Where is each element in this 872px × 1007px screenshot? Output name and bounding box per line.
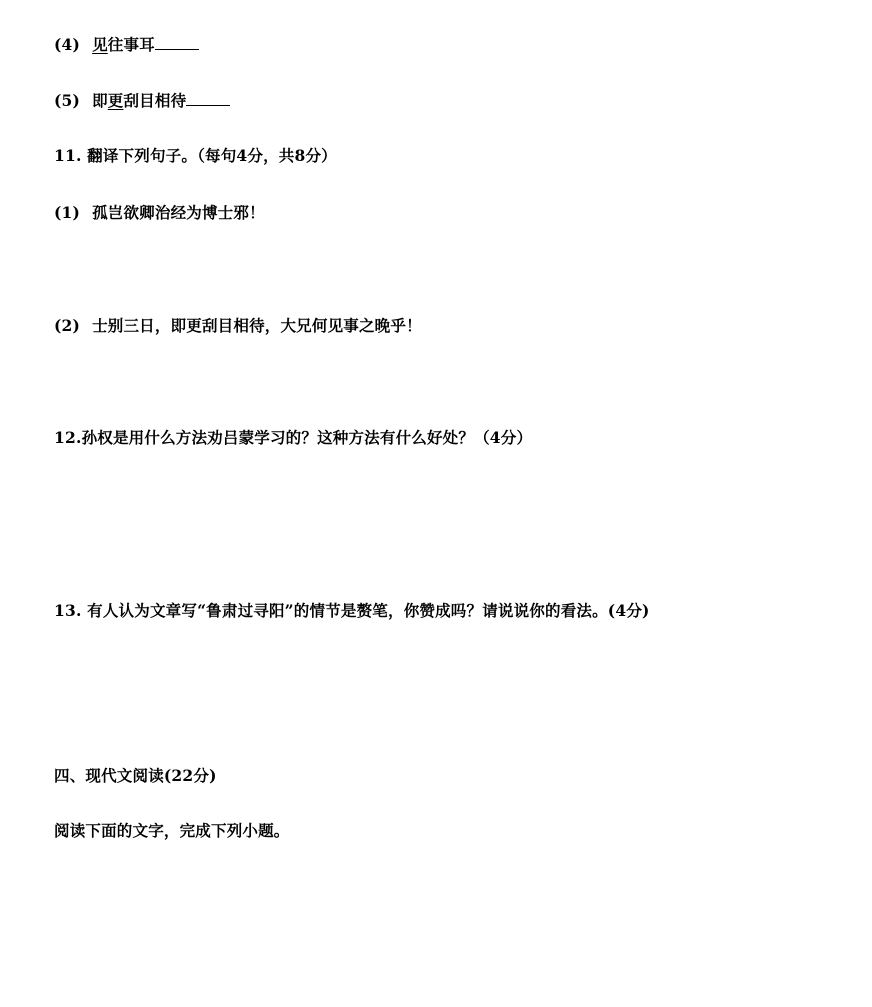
question-5-line [54, 91, 230, 111]
question-11-1-number: (1) [54, 203, 81, 222]
question-11-2-line [54, 316, 422, 336]
question-5-blank[interactable] [186, 91, 230, 106]
question-4-number: (4) [54, 35, 81, 54]
question-13: 13. 有人认为文章写“鲁肃过寻阳”的情节是赘笔，你赞成吗？请说说你的看法。(4分) [54, 601, 650, 620]
question-4-marked-char: 见 [92, 35, 108, 54]
question-5-marked-char: 更 [107, 91, 124, 110]
question-11-title: 11. 翻译下列句子。（每句4分，共8分） [54, 146, 337, 165]
question-4-text: 往事耳 [107, 35, 155, 54]
question-4-blank[interactable] [155, 35, 199, 50]
question-4-line [54, 35, 199, 55]
question-11-1-line [54, 203, 265, 223]
section-4-title: 四、现代文阅读(22分) [54, 766, 217, 785]
reading-instruction: 阅读下面的文字，完成下列小题。 [54, 821, 290, 840]
question-5-text: 刮目相待 [123, 91, 187, 110]
question-11-2-number: (2) [54, 316, 81, 335]
question-5-number: (5) [54, 91, 81, 110]
question-11-1-text: 孤岂欲卿治经为博士邪！ [92, 203, 265, 222]
question-5-pre: 即 [92, 91, 108, 110]
question-12: 12.孙权是用什么方法劝吕蒙学习的？这种方法有什么好处？（4分） [54, 428, 533, 447]
question-11-2-text: 士别三日，即更刮目相待，大兄何见事之晚乎！ [92, 316, 422, 335]
